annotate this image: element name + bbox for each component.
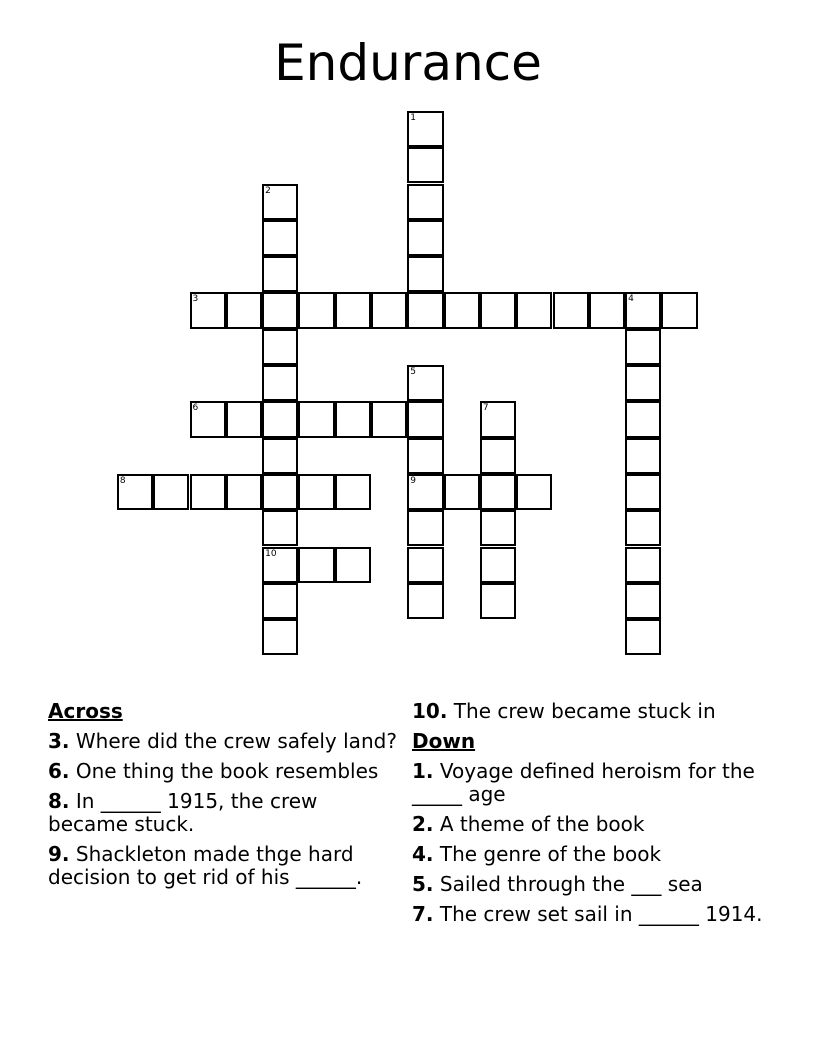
grid-cell[interactable] [625,619,661,655]
cell-number: 3 [192,294,199,305]
grid-cell[interactable] [190,292,226,328]
cell-number: 1 [410,112,417,123]
clue-across-3 [48,730,400,753]
cell-number: 5 [410,367,417,377]
down-heading: Down [412,729,476,753]
across-heading: Across [48,699,123,723]
clue-text: The crew became stuck in [447,699,716,723]
grid-cell[interactable] [262,547,298,583]
grid-cell[interactable] [407,474,443,510]
grid-cell[interactable] [625,474,661,510]
grid-cell[interactable] [262,220,298,256]
grid-cell[interactable] [625,583,661,619]
clues-left-column [48,700,400,896]
clue-number: 10. [412,699,448,723]
clues-right-column [412,700,772,933]
grid-cell[interactable] [262,510,298,546]
grid-cell[interactable] [407,365,443,401]
grid-cell[interactable] [480,583,516,619]
grid-cell[interactable] [262,438,298,474]
grid-cell[interactable] [407,510,443,546]
clue-text: Voyage defined heroism for the _____ age [412,759,755,806]
grid-cell[interactable] [262,256,298,292]
clue-down-2 [412,813,772,836]
grid-cell[interactable] [407,256,443,292]
clue-number: 8. [48,789,70,813]
grid-cell[interactable] [444,474,480,510]
grid-cell[interactable] [226,401,262,437]
clue-across-6 [48,760,400,783]
grid-cell[interactable] [516,292,552,328]
clue-number: 6. [48,759,70,783]
puzzle-title: Endurance [274,34,542,92]
grid-cell[interactable] [661,292,697,328]
clue-text: Sailed through the ___ sea [433,872,703,896]
cell-number: 9 [410,475,417,486]
grid-cell[interactable] [625,438,661,474]
grid-cell[interactable] [625,292,661,328]
grid-cell[interactable] [444,292,480,328]
grid-cell[interactable] [625,365,661,401]
grid-cell[interactable] [480,401,516,437]
grid-cell[interactable] [407,583,443,619]
grid-cell[interactable] [335,474,371,510]
clue-down-1 [412,760,772,806]
grid-cell[interactable] [371,401,407,437]
grid-cell[interactable] [516,474,552,510]
grid-cell[interactable] [480,510,516,546]
grid-cell[interactable] [335,292,371,328]
grid-cell[interactable] [262,292,298,328]
clue-number: 3. [48,729,70,753]
grid-cell[interactable] [226,474,262,510]
clue-text: The genre of the book [433,842,662,866]
clue-down-7 [412,903,772,926]
grid-cell[interactable] [262,474,298,510]
cell-number: 2 [265,185,271,196]
grid-cell[interactable] [407,220,443,256]
clue-text: The crew set sail in ______ 1914. [433,902,763,926]
grid-cell[interactable] [480,547,516,583]
grid-cell[interactable] [407,184,443,220]
clue-text: In ______ 1915, the crew became stuck. [48,789,318,836]
cell-number: 10 [265,548,277,559]
grid-cell[interactable] [262,184,298,220]
clue-across-10 [412,700,772,723]
grid-cell[interactable] [625,401,661,437]
grid-cell[interactable] [262,329,298,365]
grid-cell[interactable] [371,292,407,328]
grid-cell[interactable] [407,111,443,147]
clue-number: 9. [48,842,70,866]
clue-text: Where did the crew safely land? [69,729,397,753]
grid-cell[interactable] [298,401,334,437]
grid-cell[interactable] [262,401,298,437]
grid-cell[interactable] [262,583,298,619]
grid-cell[interactable] [480,292,516,328]
cell-number: 6 [192,403,199,414]
grid-cell[interactable] [553,292,589,328]
grid-cell[interactable] [407,438,443,474]
grid-cell[interactable] [298,474,334,510]
cell-number: 8 [119,475,126,486]
clue-number: 7. [412,902,434,926]
clue-text: One thing the book resembles [69,759,379,783]
grid-cell[interactable] [298,547,334,583]
grid-cell[interactable] [262,619,298,655]
grid-cell[interactable] [625,329,661,365]
grid-cell[interactable] [407,147,443,183]
grid-cell[interactable] [117,474,153,510]
grid-cell[interactable] [480,438,516,474]
clue-across-9 [48,843,400,889]
clue-number: 1. [412,759,434,783]
grid-cell[interactable] [262,365,298,401]
cell-number: 7 [482,403,489,414]
clue-number: 5. [412,872,434,896]
grid-cell[interactable] [407,292,443,328]
grid-cell[interactable] [335,401,371,437]
clue-number: 4. [412,842,434,866]
grid-cell[interactable] [480,474,516,510]
grid-cell[interactable] [407,401,443,437]
clue-text: A theme of the book [433,812,645,836]
clue-text: Shackleton made thge hard decision to get rid of his ______. [48,842,363,889]
grid-cell[interactable] [298,292,334,328]
grid-cell[interactable] [190,401,226,437]
clue-across-8 [48,790,400,836]
clue-down-4 [412,843,772,866]
grid-cell[interactable] [153,474,189,510]
grid-cell[interactable] [407,547,443,583]
grid-cell[interactable] [625,547,661,583]
grid-cell[interactable] [190,474,226,510]
grid-cell[interactable] [335,547,371,583]
grid-cell[interactable] [226,292,262,328]
cell-number: 4 [628,294,634,305]
clue-number: 2. [412,812,434,836]
clue-down-5 [412,873,772,896]
grid-cell[interactable] [625,510,661,546]
grid-cell[interactable] [589,292,625,328]
